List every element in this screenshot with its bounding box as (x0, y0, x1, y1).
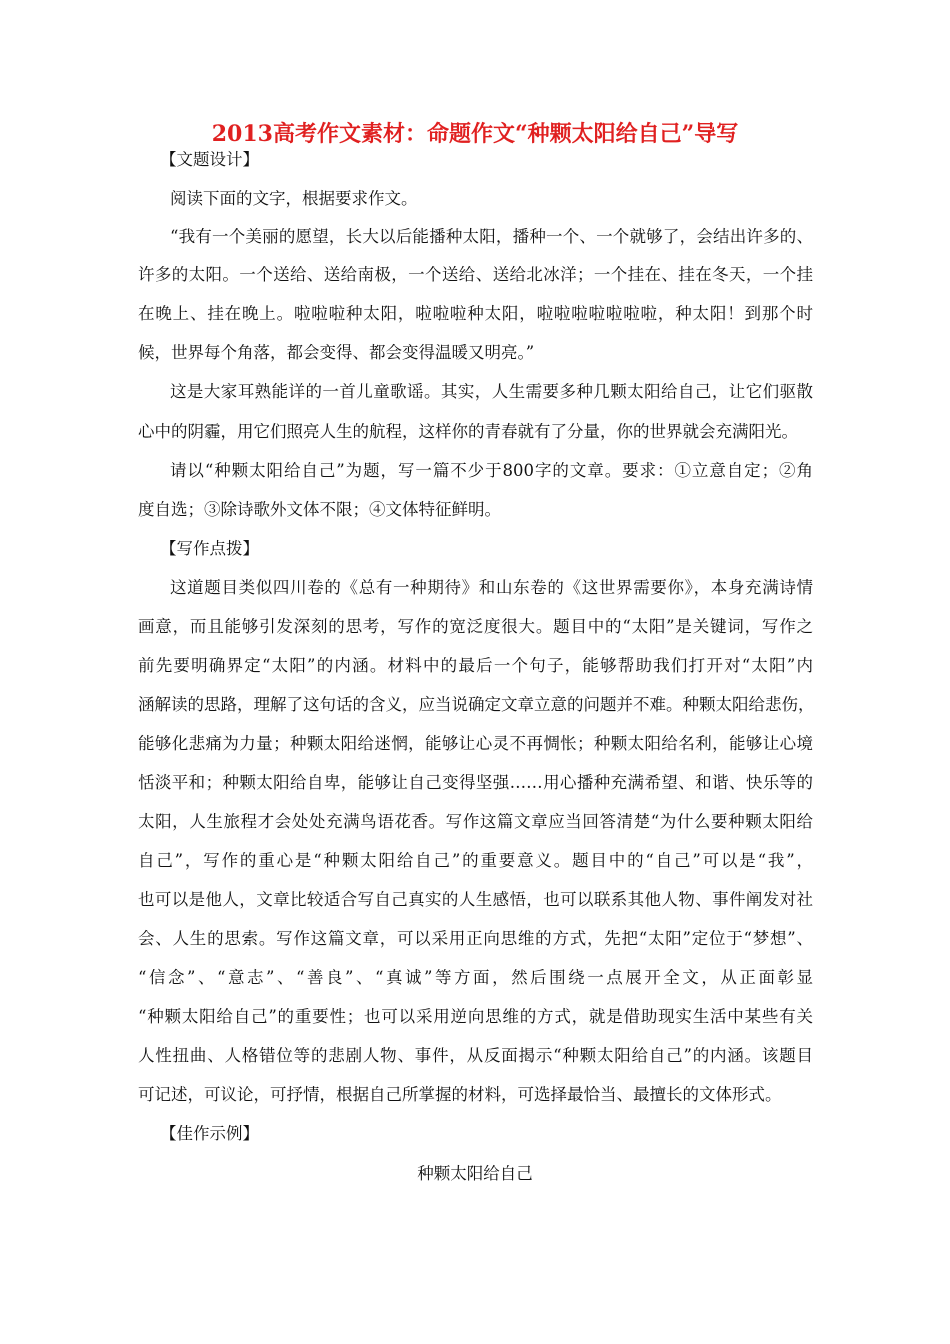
tips-line: 自己”，写作的重心是“种颗太阳给自己”的重要意义。题目中的“自己”可以是“我”， (138, 851, 813, 870)
paragraph-line: 这是大家耳熟能详的一首儿童歌谣。其实，人生需要多种几颗太阳给自己，让它们驱散 (170, 382, 813, 401)
requirement-line: 度自选；③除诗歌外文体不限；④文体特征鲜明。 (138, 500, 501, 519)
quote-line: 在晚上、挂在晚上。啦啦啦种太阳，啦啦啦种太阳，啦啦啦啦啦啦啦，种太阳！到那个时 (138, 304, 813, 323)
instruction-text: 阅读下面的文字，根据要求作文。 (170, 189, 418, 208)
paragraph-line: 心中的阴霾，用它们照亮人生的航程，这样你的青春就有了分量，你的世界就会充满阳光。 (138, 422, 798, 441)
section-heading-example: 【佳作示例】 (160, 1124, 259, 1143)
essay-title: 种颗太阳给自己 (417, 1164, 533, 1183)
tips-line: 可记述，可议论，可抒情，根据自己所掌握的材料，可选择最恰当、最擅长的文体形式。 (138, 1085, 782, 1104)
tips-line: 这道题目类似四川卷的《总有一种期待》和山东卷的《这世界需要你》，本身充满诗情 (170, 578, 813, 597)
tips-line: 前先要明确界定“太阳”的内涵。材料中的最后一个句子，能够帮助我们打开对“太阳”内 (138, 656, 813, 675)
tips-line: 涵解读的思路，理解了这句话的含义，应当说确定文章立意的问题并不难。种颗太阳给悲伤， (138, 695, 815, 714)
tips-line: 画意，而且能够引发深刻的思考，写作的宽泛度很大。题目中的“太阳”是关键词，写作之 (138, 617, 813, 636)
quote-line: “我有一个美丽的愿望，长大以后能播种太阳，播种一个、一个就够了，会结出许多的、 (170, 227, 813, 246)
tips-line: 会、人生的思索。写作这篇文章，可以采用正向思维的方式，先把“太阳”定位于“梦想”、 (138, 929, 813, 948)
quote-line: 候，世界每个角落，都会变得、都会变得温暖又明亮。” (138, 343, 535, 362)
tips-line: 恬淡平和；种颗太阳给自卑，能够让自己变得坚强……用心播种充满希望、和谐、快乐等的 (138, 773, 813, 792)
section-heading-topic-design: 【文题设计】 (160, 150, 259, 169)
tips-line: “种颗太阳给自己”的重要性；也可以采用逆向思维的方式，就是借助现实生活中某些有关 (138, 1007, 813, 1026)
tips-line: “信念”、“意志”、“善良”、“真诚”等方面，然后围绕一点展开全文，从正面彰显 (138, 968, 813, 987)
tips-line: 也可以是他人，文章比较适合写自己真实的人生感悟，也可以联系其他人物、事件阐发对社 (138, 890, 813, 909)
tips-line: 人性扭曲、人格错位等的悲剧人物、事件，从反面揭示“种颗太阳给自己”的内涵。该题目 (138, 1046, 813, 1065)
requirement-line: 请以“种颗太阳给自己”为题，写一篇不少于800字的文章。要求：①立意自定；②角 (170, 461, 813, 480)
section-heading-writing-tips: 【写作点拨】 (160, 539, 259, 558)
tips-line: 太阳，人生旅程才会处处充满鸟语花香。写作这篇文章应当回答清楚“为什么要种颗太阳给 (138, 812, 813, 831)
tips-line: 能够化悲痛为力量；种颗太阳给迷惘，能够让心灵不再惆怅；种颗太阳给名利，能够让心境 (138, 734, 813, 753)
document-title: 2013高考作文素材：命题作文“种颗太阳给自己”导写 (211, 121, 739, 147)
quote-line: 许多的太阳。一个送给、送给南极，一个送给、送给北冰洋；一个挂在、挂在冬天，一个挂 (138, 265, 813, 284)
